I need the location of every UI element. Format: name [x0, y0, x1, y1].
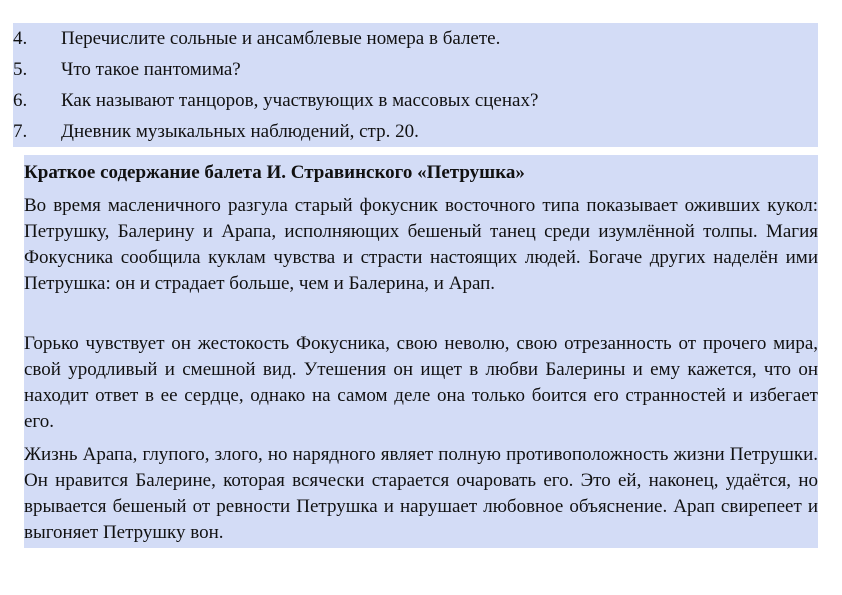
- list-item-text: Что такое пантомима?: [61, 59, 241, 80]
- list-item-text: Дневник музыкальных наблюдений, стр. 20.: [61, 121, 419, 142]
- ballet-summary: [24, 155, 818, 548]
- list-item-number: 6.: [13, 90, 28, 111]
- summary-paragraph-1: Во время масленичного разгула старый фокусник восточного типа показывает оживших кукол: Петрушку, Балерину и Арапа, исполняющих бешеный танец среди изумлённой толпы. Магия Фокусника сообщила куклам чувства и страсти настоящих людей. Богаче других наделён ими Петрушка: он и страдает больше, чем и Балерина, и Арап.: [24, 195, 818, 294]
- questions-list: [13, 23, 818, 147]
- list-item-text: Перечислите сольные и ансамблевые номера в балете.: [61, 28, 501, 49]
- summary-paragraph-3: Жизнь Арапа, глупого, злого, но нарядного являет полную противоположность жизни Петрушки. Он нравится Балерине, которая всячески старается очаровать его. Это ей, наконец, удаётся, но врывается бешеный от ревности Петрушка и нарушает любовное объяснение. Арап свирепеет и выгоняет Петрушку вон.: [24, 444, 818, 543]
- list-item-number: 4.: [13, 28, 28, 49]
- summary-paragraph-2: Горько чувствует он жестокость Фокусника, свою неволю, свою отрезанность от прочего мира, свой уродливый и смешной вид. Утешения он ищет в любви Балерины и ему кажется, что он находит ответ в ее сердце, однако на самом деле она только боится его странностей и избегает его.: [24, 333, 818, 432]
- list-item-text: Как называют танцоров, участвующих в массовых сценах?: [61, 90, 539, 111]
- list-item-number: 5.: [13, 59, 28, 80]
- list-item-number: 7.: [13, 121, 28, 142]
- summary-title: Краткое содержание балета И. Стравинского «Петрушка»: [24, 162, 525, 183]
